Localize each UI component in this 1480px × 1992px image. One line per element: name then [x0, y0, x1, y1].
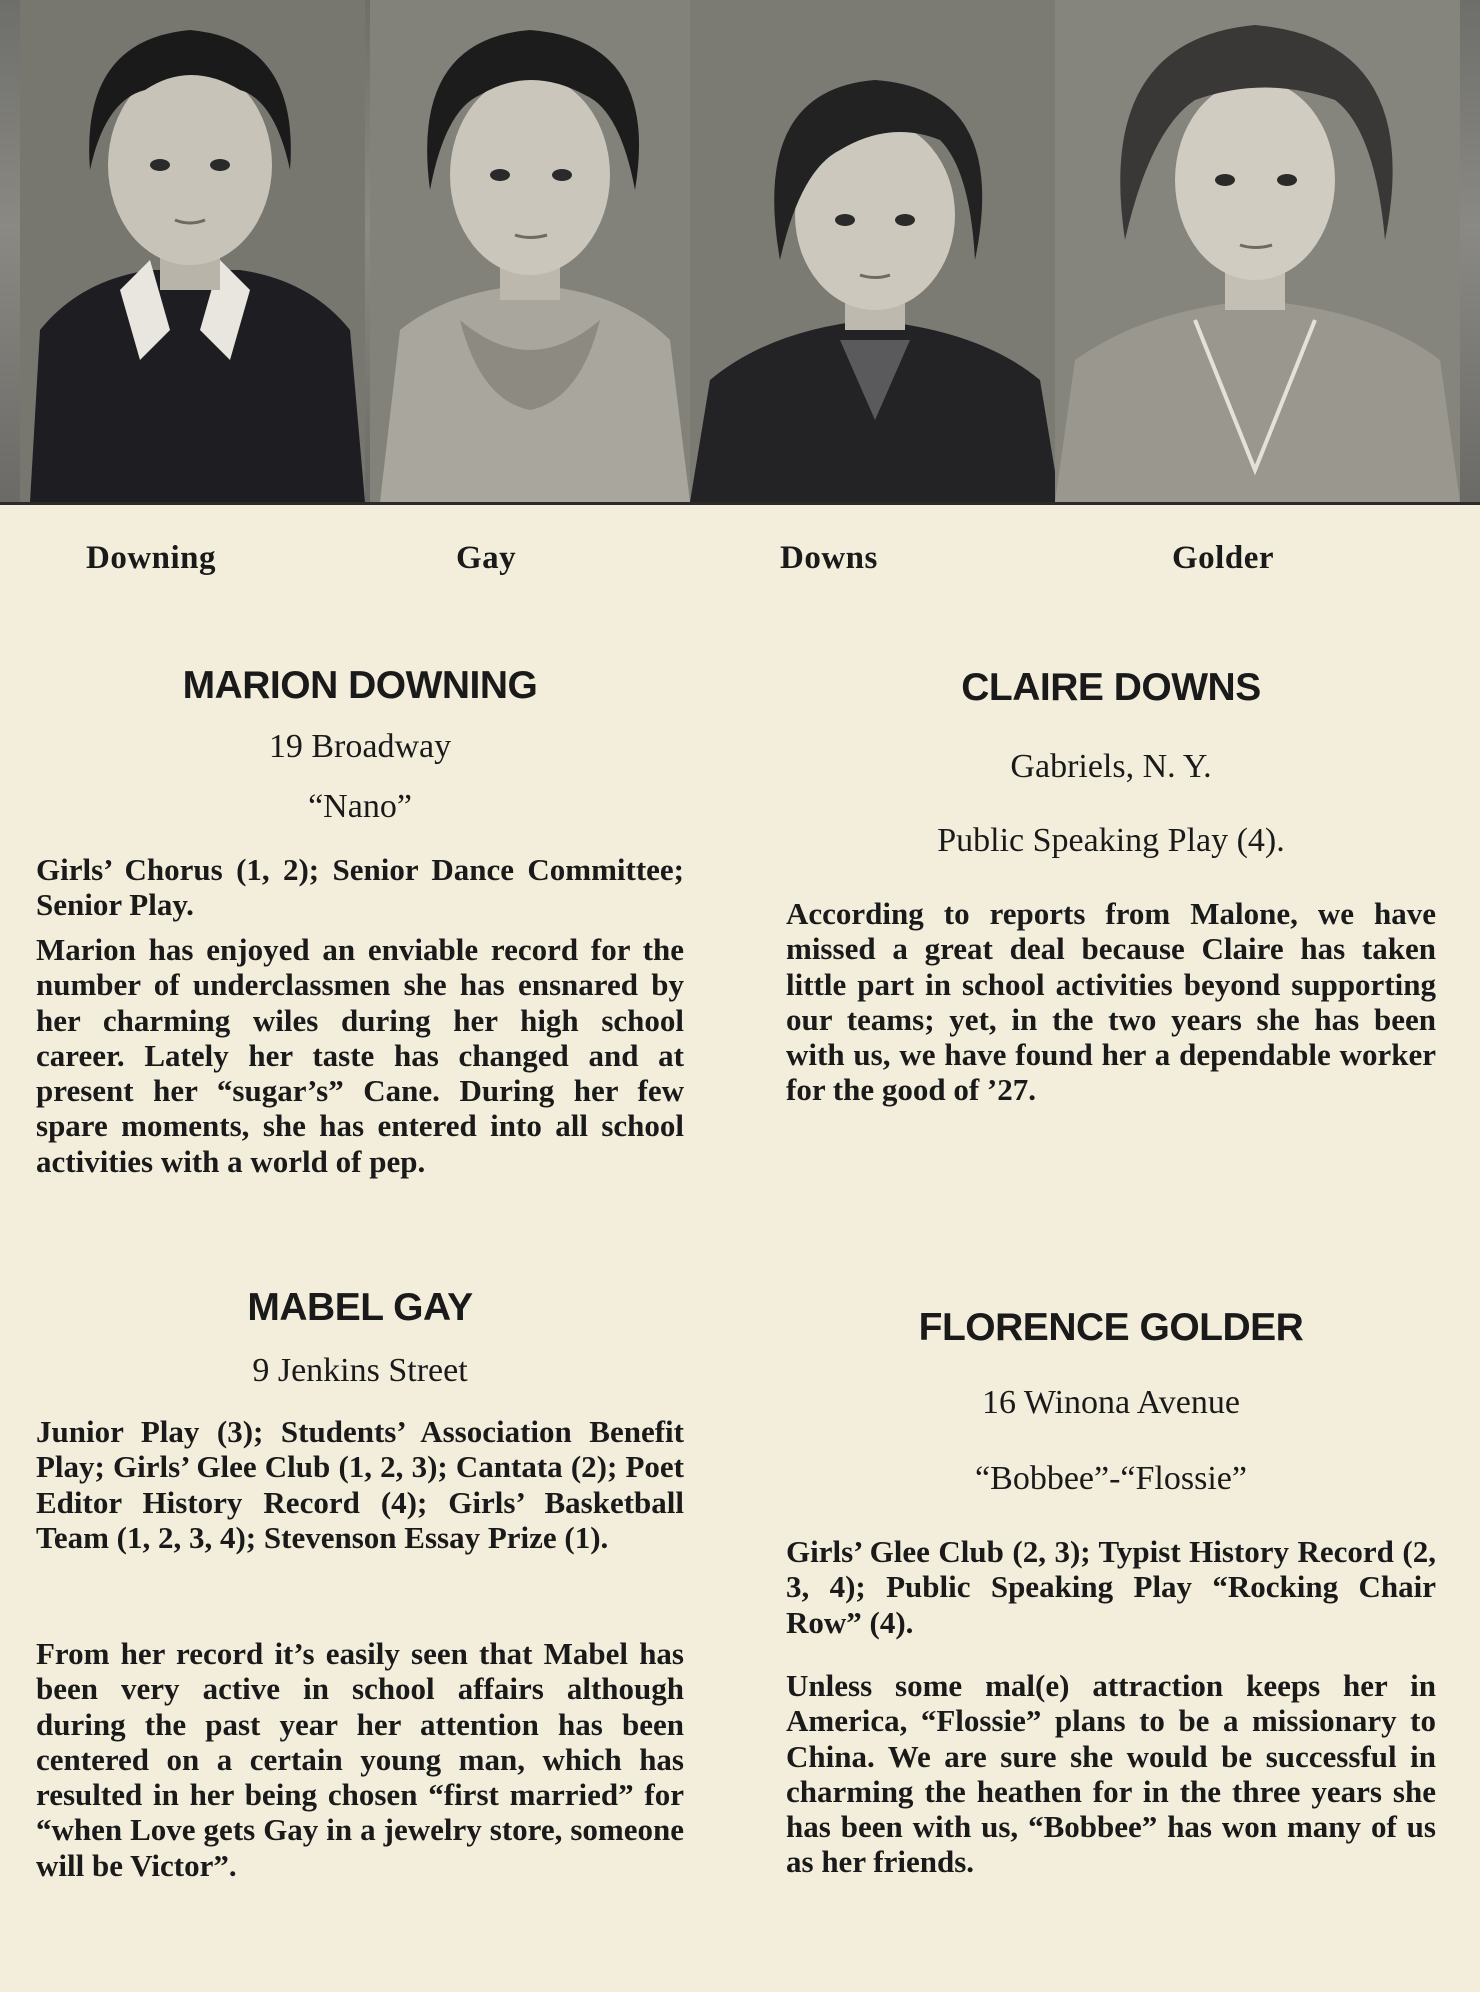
entry-address-downs: Gabriels, N. Y. [1010, 748, 1212, 785]
entry-name-downs: CLAIRE DOWNS [961, 666, 1261, 709]
entry-name-golder: FLORENCE GOLDER [918, 1306, 1304, 1349]
entry-bio-gay: From her record it’s easily seen that Mabel has been very active in school affairs although during the past year her attention has been centered on a certain young man, which has resulted in her being chosen “first married” for “when Love gets Gay in a jewelry store, someone will be Victor”. [36, 1636, 684, 1883]
entry-nickname-downing: “Nano” [308, 788, 412, 825]
entry-activities-downs: Public Speaking Play (4). [937, 822, 1285, 859]
entry-nickname-golder: “Bobbee”-“Flossie” [975, 1460, 1247, 1497]
entry-name-downing: MARION DOWNING [182, 664, 538, 707]
caption-gay: Gay [456, 540, 517, 576]
entry-bio-golder: Unless some mal(e) attraction keeps her in America, “Flossie” plans to be a missionary to China. We are sure she would be successful in charming the heathen for in the three years she has been with us, “Bobbee” has won many of us as her friends. [786, 1668, 1436, 1880]
entry-activities-gay: Junior Play (3); Students’ Association Benefit Play; Girls’ Glee Club (1, 2, 3); Cantata (2); Poet Editor History Record (4); Girls’ Basketball Team (1, 2, 3, 4); Stevenson Essay Prize (1). [36, 1414, 684, 1555]
entry-address-gay: 9 Jenkins Street [252, 1352, 468, 1389]
caption-downing: Downing [86, 540, 217, 576]
right-column [786, 0, 1436, 1992]
entry-activities-golder: Girls’ Glee Club (2, 3); Typist History Record (2, 3, 4); Public Speaking Play “Rocking Chair Row” (4). [786, 1534, 1436, 1640]
entry-activities-downing: Girls’ Chorus (1, 2); Senior Dance Committee; Senior Play. [36, 852, 684, 923]
entry-bio-downs: According to reports from Malone, we have missed a great deal because Claire has taken little part in school activities beyond supporting our teams; yet, in the two years she has been with us, we have found her a dependable worker for the good of ’27. [786, 896, 1436, 1108]
entry-name-gay: MABEL GAY [247, 1286, 473, 1329]
caption-downs: Downs [780, 540, 878, 576]
entry-address-downing: 19 Broadway [268, 728, 452, 765]
entry-address-golder: 16 Winona Avenue [982, 1384, 1240, 1421]
caption-golder: Golder [1172, 540, 1274, 576]
entry-bio-downing: Marion has enjoyed an enviable record for the number of underclassmen she has ensnared by her charming wiles during her high school career. Lately her taste has changed and at present her “sugar’s” Cane. During her few spare moments, she has entered into all school activities with a world of pep. [36, 932, 684, 1179]
left-column [36, 0, 684, 1992]
